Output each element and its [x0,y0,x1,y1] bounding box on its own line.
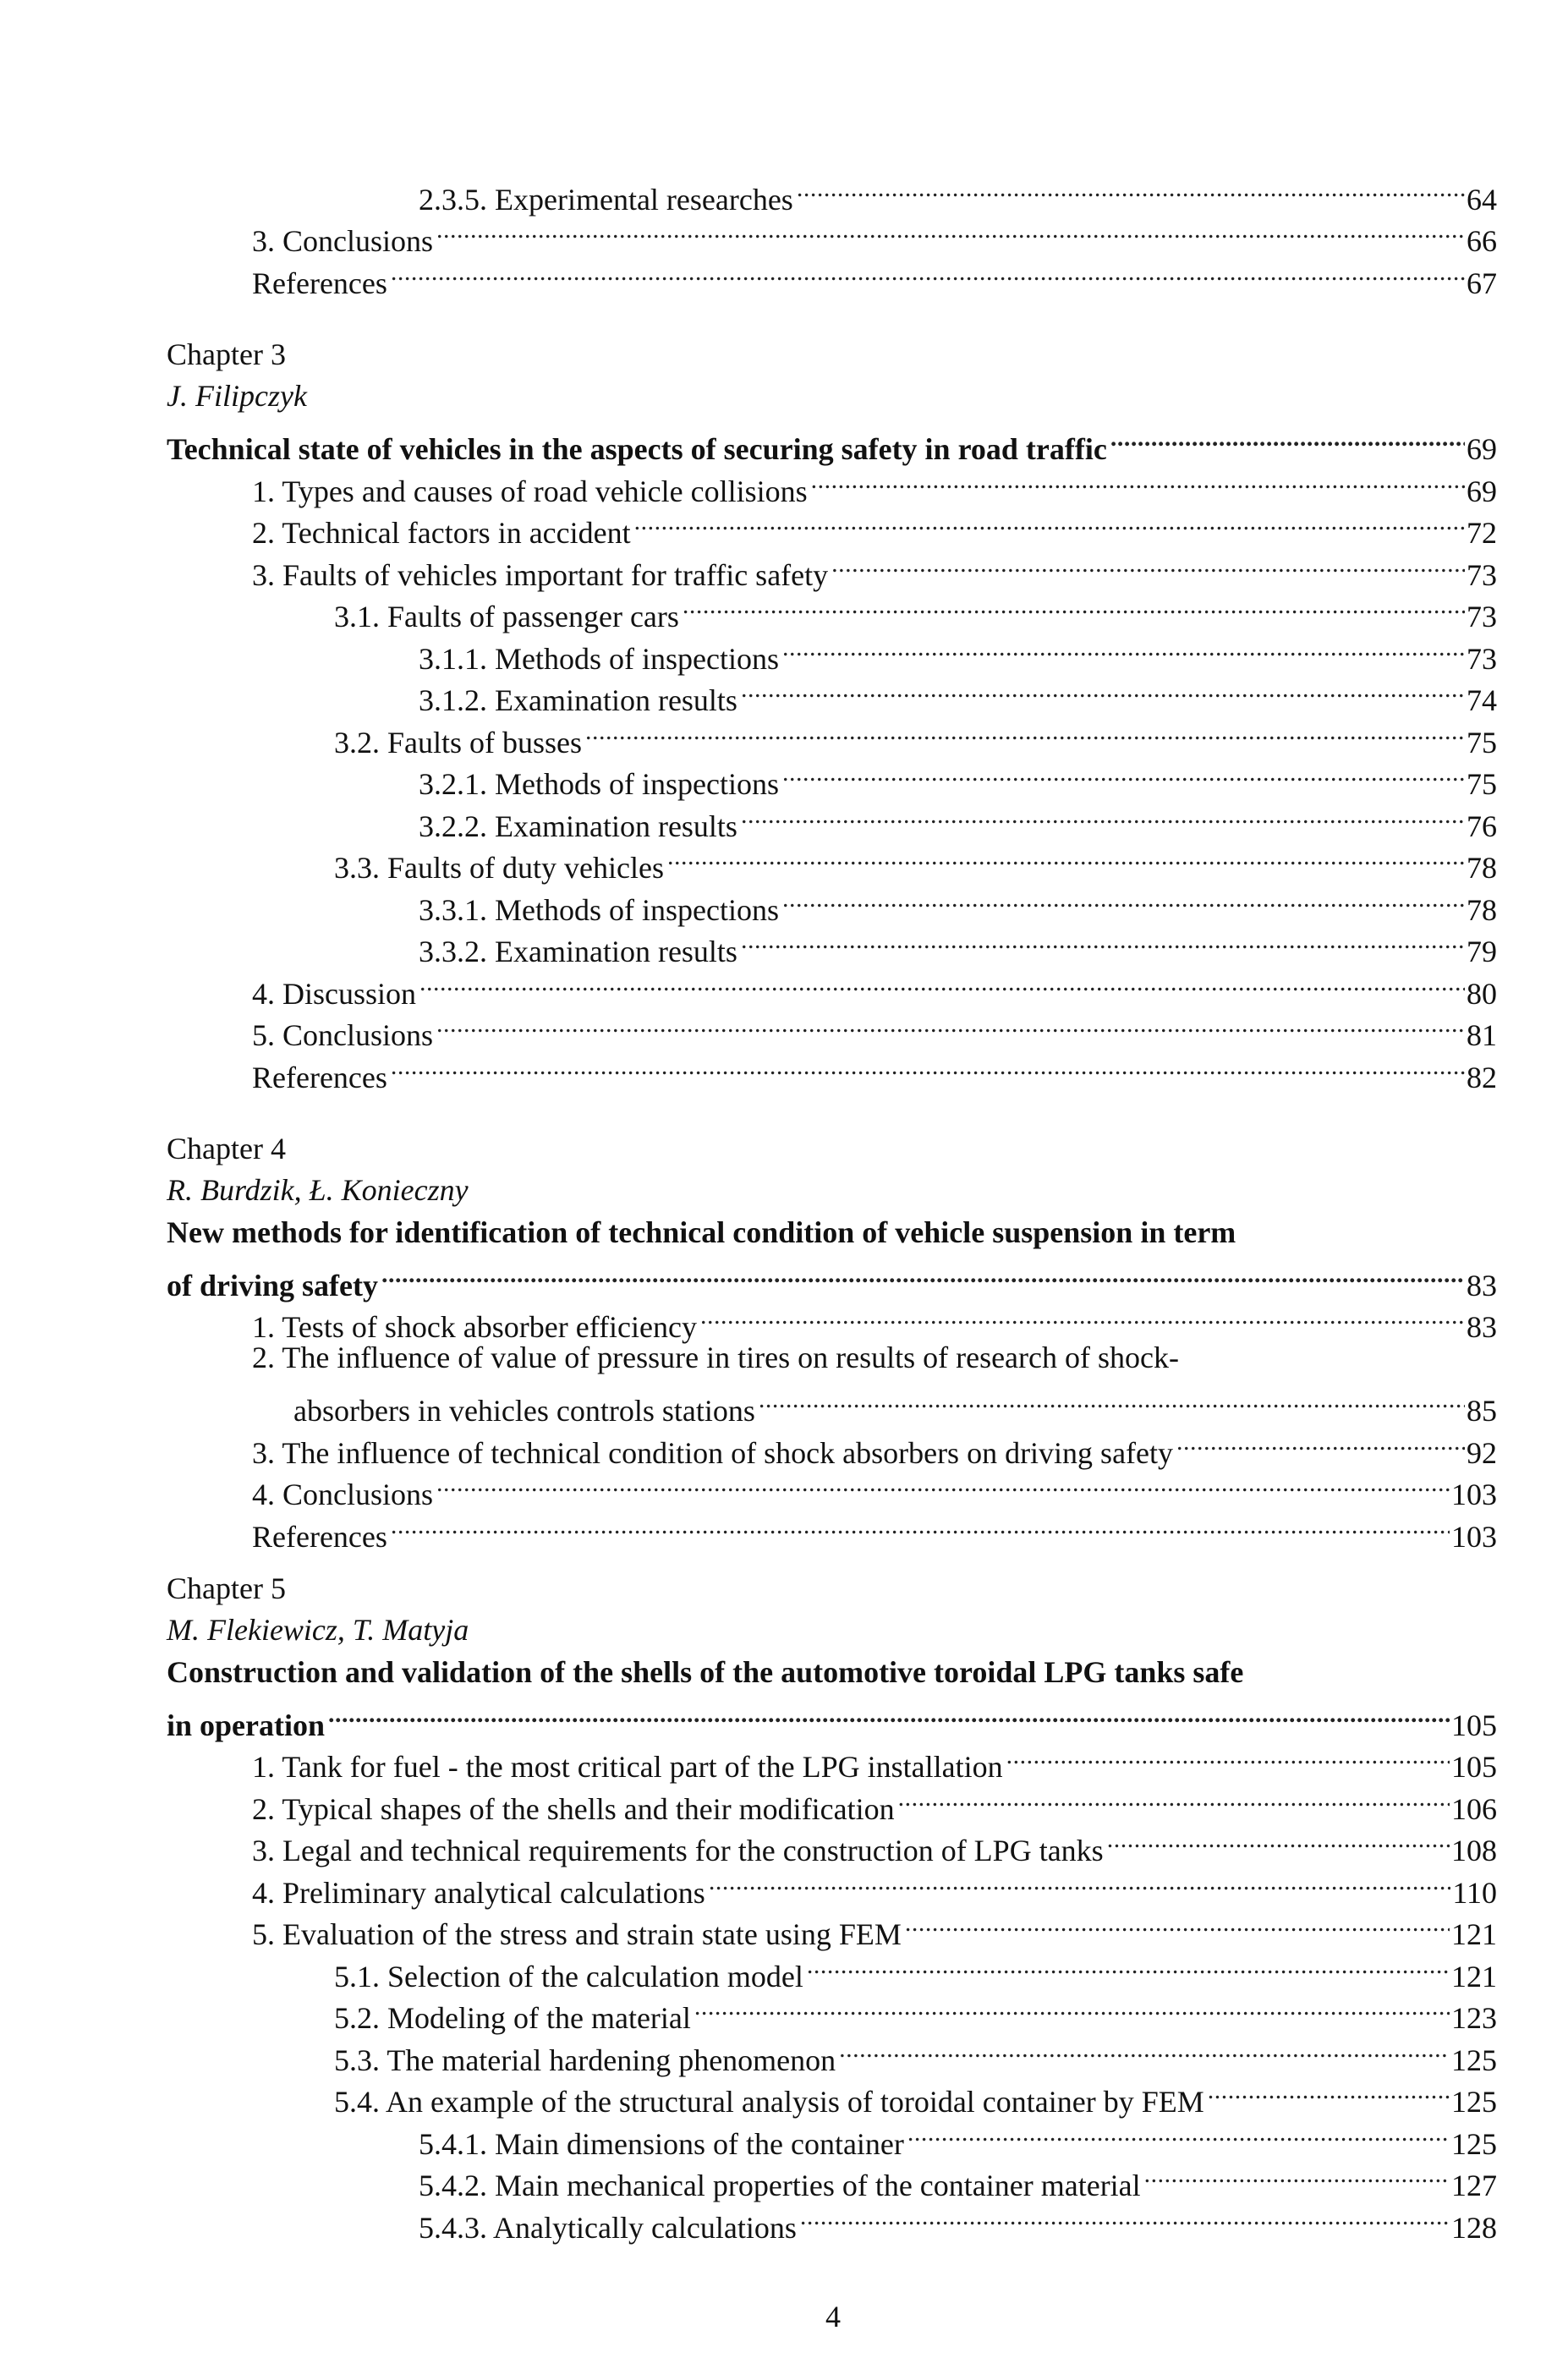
toc-entry-page: 85 [1467,1394,1497,1428]
dot-leader [700,1296,1465,1338]
toc-entry-title: 4. Conclusions [252,1478,434,1511]
dot-leader [391,251,1465,293]
toc-entry[interactable] [167,1337,1497,1379]
chapter-label [167,334,1497,376]
chapter-title[interactable] [167,1212,1497,1254]
chapter-label-text: Chapter 3 [167,337,286,371]
chapter-title-text: of driving safety [167,1268,378,1302]
chapter-title-text: in operation [167,1708,326,1742]
toc-entry-page: 81 [1467,1018,1497,1052]
toc-entry[interactable] [167,962,1497,1011]
chapter-authors [167,1610,1497,1652]
toc-entry-title: 5.1. Selection of the calculation model [334,1959,803,1993]
toc-entry-page: 64 [1467,182,1497,217]
toc-entry-page: 92 [1467,1435,1497,1470]
dot-leader [683,585,1465,628]
dot-leader [839,2028,1450,2070]
chapter-title-continued[interactable] [167,1693,1497,1742]
toc-entry-page: 127 [1451,2169,1497,2202]
dot-leader [709,1861,1451,1903]
toc-entry-title: References [252,1060,387,1094]
dot-leader [800,2196,1450,2238]
toc-entry-title: 5.4.1. Main dimensions of the container [419,2126,904,2161]
dot-leader [807,1944,1450,1987]
toc-entry-title: 2.3.5. Experimental researches [419,182,793,217]
toc-entry-page: 76 [1467,809,1497,843]
toc-entry[interactable] [167,669,1497,717]
dot-leader [1107,1819,1450,1862]
dot-leader [831,543,1465,585]
dot-leader [667,836,1465,879]
dot-leader [419,962,1465,1004]
page-number: 4 [825,2300,841,2333]
dot-leader [381,1253,1465,1296]
toc-entry[interactable] [167,210,1497,258]
toc-entry-page: 74 [1467,683,1497,717]
toc-entry-page: 80 [1467,976,1497,1011]
toc-entry-title: 3.2. Faults of busses [334,725,583,760]
toc-entry-title: 2. Typical shapes of the shells and their modification [252,1791,895,1826]
toc-entry-title: 5.2. Modeling of the material [334,2001,691,2035]
dot-leader [741,794,1465,836]
dot-leader [905,1903,1450,1945]
chapter-authors-text: M. Flekiewicz, T. Matyja [167,1613,469,1647]
toc-entry[interactable] [167,710,1497,760]
toc-entry-title: 3. Legal and technical requirements for the construction of LPG tanks [252,1834,1104,1867]
toc-entry-page: 105 [1451,1750,1497,1784]
toc-entry-page: 73 [1467,641,1497,676]
toc-entry-page: 125 [1451,2085,1497,2119]
toc-entry-page: 108 [1451,1834,1497,1867]
toc-entry-title: 3.3.1. Methods of inspections [419,892,779,927]
toc-entry-page: 128 [1451,2210,1497,2245]
chapter-title-page: 83 [1467,1268,1497,1302]
toc-entry-title: 3. The influence of technical condition of shock absorbers on driving safety [252,1435,1174,1470]
toc-entry[interactable] [167,794,1497,843]
toc-entry-page: 79 [1467,935,1497,968]
chapter-label [167,1128,1497,1171]
toc-entry-title: 5.4.3. Analytically calculations [419,2210,797,2245]
toc-entry-title: 2. The influence of value of pressure in tires on results of research of shock- [252,1341,1179,1374]
toc-entry-title: 1. Tank for fuel - the most critical part of the LPG installation [252,1750,1003,1784]
dot-leader [782,753,1465,795]
dot-leader [436,210,1465,252]
toc-entry-title: 3.1. Faults of passenger cars [334,600,679,633]
dot-leader [694,1987,1450,2029]
toc-entry-page: 69 [1467,474,1497,508]
toc-entry-title: 3.1.2. Examination results [419,683,737,717]
dot-leader [797,167,1465,210]
toc-entry-title: 3.3. Faults of duty vehicles [334,851,664,885]
dot-leader [898,1777,1450,1819]
toc-entry-page: 106 [1451,1791,1497,1826]
dot-leader [328,1693,1450,1736]
dot-leader [391,1045,1465,1088]
dot-leader [436,1004,1465,1046]
toc-entry-title: 1. Types and causes of road vehicle collisions [252,474,808,508]
toc-entry-title: 3.1.1. Methods of inspections [419,641,779,676]
dot-leader [1144,2154,1450,2196]
dot-leader [741,920,1465,962]
toc-entry-page: 103 [1451,1478,1497,1511]
dot-leader [634,502,1465,544]
dot-leader [782,627,1465,669]
toc-entry[interactable] [167,920,1497,968]
dot-leader [741,669,1465,711]
toc-entry-page: 83 [1467,1310,1497,1344]
toc-entry-title: 4. Discussion [252,976,417,1011]
chapter-title-text: Construction and validation of the shells of the automotive toroidal LPG tanks safe [167,1654,1244,1689]
dot-leader [782,878,1465,920]
toc-entry-title: 5.3. The material hardening phenomenon [334,2043,836,2077]
toc-entry-title: 5. Conclusions [252,1018,434,1052]
toc-entry[interactable] [167,2196,1497,2245]
chapter-title-page: 69 [1467,432,1497,466]
chapter-label [167,1568,1497,1610]
chapter-authors-text: R. Burdzik, Ł. Konieczny [167,1173,469,1207]
chapter-title[interactable] [167,418,1497,466]
chapter-title-page: 105 [1451,1708,1497,1742]
toc-entry-page: 82 [1467,1060,1497,1094]
toc-entry-title: 3. Conclusions [252,224,434,258]
chapter-label-text: Chapter 5 [167,1571,286,1605]
toc-entry-title: 3.3.2. Examination results [419,935,737,968]
table-of-contents [167,167,1497,2245]
dot-leader [1208,2070,1450,2113]
toc-entry[interactable] [167,167,1497,217]
chapter-title-text: New methods for identification of technical condition of vehicle suspension in term [167,1215,1236,1249]
toc-entry-title: absorbers in vehicles controls stations [293,1394,755,1428]
dot-leader [759,1379,1465,1422]
toc-entry-title: 5. Evaluation of the stress and strain state using FEM [252,1917,902,1951]
toc-entry-page: 121 [1451,1959,1497,1993]
chapter-authors [167,376,1497,418]
dot-leader [436,1463,1450,1505]
chapter-authors [167,1170,1497,1212]
toc-entry-page: 103 [1451,1519,1497,1554]
toc-entry-title: 1. Tests of shock absorber efficiency [252,1310,697,1344]
dot-leader [811,459,1465,502]
toc-entry-page: 78 [1467,851,1497,885]
toc-entry-page: 110 [1452,1875,1497,1910]
dot-leader [907,2112,1450,2154]
chapter-title-text: Technical state of vehicles in the aspects of securing safety in road traffic [167,432,1107,466]
toc-entry-page: 75 [1467,725,1497,760]
dot-leader [1006,1736,1450,1778]
dot-leader [1110,418,1465,460]
toc-entry-title: 2. Technical factors in accident [252,516,631,550]
toc-entry-title: 5.4. An example of the structural analysis of toroidal container by FEM [334,2085,1204,2119]
toc-entry-continued[interactable] [167,1379,1497,1428]
toc-entry-page: 67 [1467,266,1497,300]
dot-leader [1176,1421,1465,1463]
toc-entry-title: 4. Preliminary analytical calculations [252,1875,705,1910]
chapter-title[interactable] [167,1652,1497,1694]
chapter-title-continued[interactable] [167,1253,1497,1302]
dot-leader [585,710,1465,753]
chapter-label-text: Chapter 4 [167,1131,286,1165]
toc-entry-page: 125 [1451,2043,1497,2077]
toc-entry-title: 5.4.2. Main mechanical properties of the container material [419,2169,1141,2202]
dot-leader [391,1505,1450,1547]
chapter-authors-text: J. Filipczyk [167,379,307,413]
toc-entry-page: 72 [1467,516,1497,550]
toc-entry-title: References [252,266,387,300]
toc-entry-title: 3.2.1. Methods of inspections [419,767,779,801]
toc-entry-title: 3. Faults of vehicles important for traffic safety [252,557,829,592]
toc-entry-page: 125 [1451,2126,1497,2161]
toc-entry-page: 66 [1467,224,1497,258]
toc-entry-page: 75 [1467,767,1497,801]
toc-entry-title: References [252,1519,387,1554]
toc-entry[interactable] [167,836,1497,885]
toc-entry-title: 3.2.2. Examination results [419,809,737,843]
toc-entry-page: 121 [1451,1917,1497,1951]
toc-entry-page: 78 [1467,892,1497,927]
toc-entry[interactable] [167,1736,1497,1784]
toc-entry-page: 123 [1451,2001,1497,2035]
toc-entry-page: 73 [1467,557,1497,592]
toc-entry-page: 73 [1467,600,1497,633]
